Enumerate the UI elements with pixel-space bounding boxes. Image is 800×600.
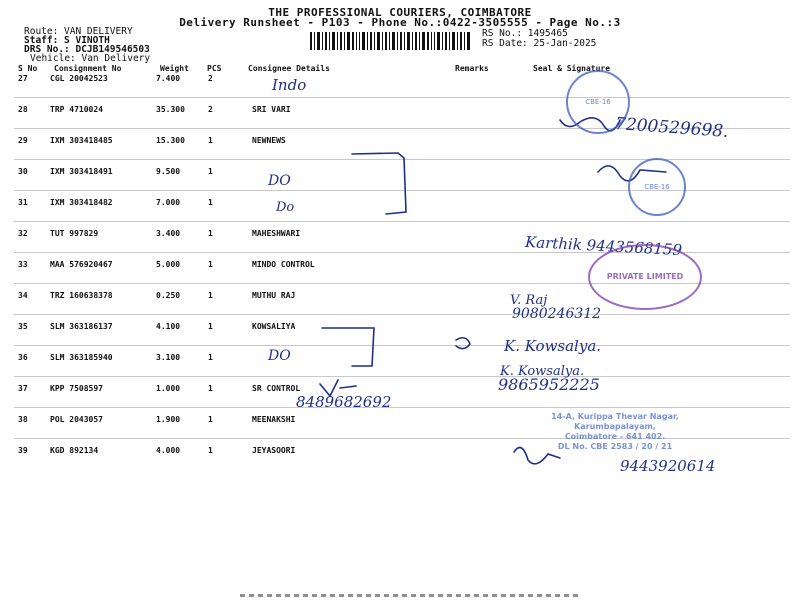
handwritten-phone-1: 7200529698.	[614, 114, 730, 142]
cell-consignee: MINDO CONTROL	[252, 260, 315, 269]
cell-weight: 35.300	[156, 105, 185, 114]
barcode-image	[310, 32, 470, 50]
cell-pcs: 1	[208, 415, 213, 424]
rs-date: RS Date: 25-Jan-2025	[482, 38, 597, 49]
col-sno: S No	[18, 64, 38, 73]
handwritten-do-3: DO	[268, 348, 291, 364]
cell-weight: 5.000	[156, 260, 181, 269]
cell-consignment: IXM 303418482	[50, 198, 113, 207]
cell-weight: 3.400	[156, 229, 181, 238]
row-divider	[14, 345, 790, 346]
cell-consignment: TUT 997829	[50, 229, 99, 238]
cell-weight: 9.500	[156, 167, 181, 176]
cell-consignment: SLM 363186137	[50, 322, 113, 331]
row-divider	[14, 159, 790, 160]
stamp-cbe-3: CBE-16	[628, 158, 686, 216]
cell-pcs: 1	[208, 322, 213, 331]
handwritten-phone-4: 8489682692	[296, 393, 392, 411]
cell-pcs: 2	[208, 74, 213, 83]
seal-address-block	[515, 412, 715, 452]
runsheet-subtitle: Delivery Runsheet - P103 - Phone No.:0422-3505555 - Page No.:3	[179, 16, 621, 29]
cell-weight: 15.300	[156, 136, 185, 145]
cell-sno: 35	[18, 322, 28, 331]
cell-weight: 0.250	[156, 291, 181, 300]
cell-pcs: 1	[208, 384, 213, 393]
rs-number: RS No.: 1495465	[482, 28, 568, 39]
staff-label: Staff: S VINOTH	[24, 35, 110, 46]
row-divider	[14, 407, 790, 408]
handwritten-kowsalya-1: K. Kowsalya.	[504, 337, 602, 355]
col-seal: Seal & Signature	[533, 64, 611, 73]
cell-weight: 7.000	[156, 198, 181, 207]
cell-sno: 27	[18, 74, 28, 83]
cell-consignment: MAA 576920467	[50, 260, 113, 269]
col-weight: Weight	[160, 64, 189, 73]
cell-consignee: SRI VARI	[252, 105, 291, 114]
handwritten-do-1: DO	[268, 173, 291, 189]
cell-weight: 7.400	[156, 74, 181, 83]
route-label: Route: VAN DELIVERY	[24, 26, 133, 37]
cell-weight: 1.900	[156, 415, 181, 424]
cell-sno: 37	[18, 384, 28, 393]
cell-consignment: POL 2043057	[50, 415, 103, 424]
handwritten-indo: Indo	[272, 76, 307, 94]
footer-noise	[240, 594, 580, 597]
vehicle-label: Vehicle: Van Delivery	[30, 53, 151, 64]
cell-sno: 31	[18, 198, 28, 207]
cell-consignee: NEWNEWS	[252, 136, 286, 145]
stamp-private-limited: PRIVATE LIMITED	[588, 244, 702, 310]
cell-consignment: IXM 303418491	[50, 167, 113, 176]
cell-weight: 4.000	[156, 446, 181, 455]
col-pcs: PCS	[207, 64, 222, 73]
cell-consignment: CGL 20042523	[50, 74, 108, 83]
cell-consignment: IXM 303418485	[50, 136, 113, 145]
row-divider	[14, 314, 790, 315]
cell-sno: 29	[18, 136, 28, 145]
col-consignee: Consignee Details	[248, 64, 330, 73]
col-consignment: Consignment No	[54, 64, 122, 73]
cell-consignment: TRZ 160638378	[50, 291, 113, 300]
cell-consignee: SR CONTROL	[252, 384, 301, 393]
cell-consignment: SLM 363185940	[50, 353, 113, 362]
cell-sno: 28	[18, 105, 28, 114]
seal-line-3: Coimbatore - 641 402.	[564, 432, 666, 441]
cell-pcs: 1	[208, 353, 213, 362]
row-divider	[14, 221, 790, 222]
seal-line-4: DL No. CBE 2583 / 20 / 21	[557, 442, 673, 451]
cell-pcs: 1	[208, 260, 213, 269]
row-divider	[14, 97, 790, 98]
col-remarks: Remarks	[455, 64, 489, 73]
cell-sno: 34	[18, 291, 28, 300]
cell-pcs: 1	[208, 291, 213, 300]
cell-sno: 30	[18, 167, 28, 176]
drs-label: DRS No.: DCJB14954650​3	[24, 44, 150, 55]
cell-weight: 4.100	[156, 322, 181, 331]
cell-pcs: 1	[208, 167, 213, 176]
cell-pcs: 1	[208, 446, 213, 455]
cell-pcs: 2	[208, 105, 213, 114]
company-title: THE PROFESSIONAL COURIERS, COIMBATORE	[268, 6, 532, 19]
seal-line-1: 14-A, Kurippa Thevar Nagar,	[551, 412, 679, 421]
cell-pcs: 1	[208, 198, 213, 207]
cell-sno: 32	[18, 229, 28, 238]
cell-consignee: MAHESHWARI	[252, 229, 301, 238]
stamp-cbe-1: CBE-16	[566, 70, 630, 134]
bracket-stroke-1	[352, 153, 406, 214]
cell-weight: 3.100	[156, 353, 181, 362]
cell-consignee: MUTHU RAJ	[252, 291, 296, 300]
handwritten-do-2: Do	[276, 200, 295, 215]
handwritten-phone-2: 9080246312	[512, 306, 602, 322]
bracket-stroke-2	[322, 328, 374, 366]
handwritten-karthik: Karthik 9443568159	[524, 232, 683, 260]
cell-consignee: KOWSALIYA	[252, 322, 296, 331]
cell-consignee: JEYASOORI	[252, 446, 296, 455]
signature-scribble-5	[456, 338, 470, 349]
cell-sno: 33	[18, 260, 28, 269]
cell-sno: 36	[18, 353, 28, 362]
row-divider	[14, 376, 790, 377]
cell-sno: 39	[18, 446, 28, 455]
cell-weight: 1.000	[156, 384, 181, 393]
handwritten-phone-5: 9443920614	[620, 457, 716, 475]
seal-line-2: Karumbapalayam,	[574, 422, 656, 431]
cell-consignee: MEENAKSHI	[252, 415, 296, 424]
cell-sno: 38	[18, 415, 28, 424]
cell-pcs: 1	[208, 136, 213, 145]
handwritten-vraj: V. Raj	[510, 293, 548, 308]
cell-consignment: KGD 892134	[50, 446, 99, 455]
handwritten-phone-3: 9865952225	[498, 375, 600, 394]
cell-consignment: TRP 4710024	[50, 105, 103, 114]
handwritten-kowsalya-2: K. Kowsalya.	[500, 364, 585, 379]
cell-consignment: KPP 7508597	[50, 384, 103, 393]
cell-pcs: 1	[208, 229, 213, 238]
